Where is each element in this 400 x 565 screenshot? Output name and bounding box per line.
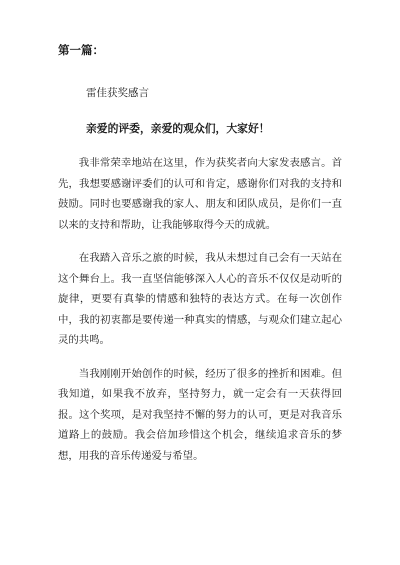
body-paragraph-1: 我非常荣幸地站在这里，作为获奖者向大家发表感言。首先，我想要感谢评委们的认可和肯定，感谢你们对我的支持和鼓励。同时也要感谢我的家人、朋友和团队成员，是你们一直以来的支持和帮助，让我能够取得今天的成就。	[58, 157, 342, 231]
body-paragraph-3: 当我刚刚开始创作的时候，经历了很多的挫折和困难。但我知道，如果我不放弃，坚持努力，就一定会有一天获得回报。这个奖项，是对我坚持不懈的努力的认可，更是对我音乐道路上的鼓励。我会倍加珍惜这个机会，继续追求音乐的梦想，用我的音乐传递爱与希望。	[58, 367, 342, 462]
body-paragraph-2: 在我踏入音乐之旅的时候，我从未想过自己会有一天站在这个舞台上。我一直坚信能够深入人心的音乐不仅仅是动听的旋律，更要有真挚的情感和独特的表达方式。在每一次创作中，我的初衷都是要传递一种真实的情感，与观众们建立起心灵的共鸣。	[58, 252, 342, 346]
section-heading: 第一篇：	[58, 43, 104, 57]
greeting-line: 亲爱的评委，亲爱的观众们，大家好！	[86, 122, 270, 135]
document-title: 雷佳获奖感言	[86, 87, 149, 99]
